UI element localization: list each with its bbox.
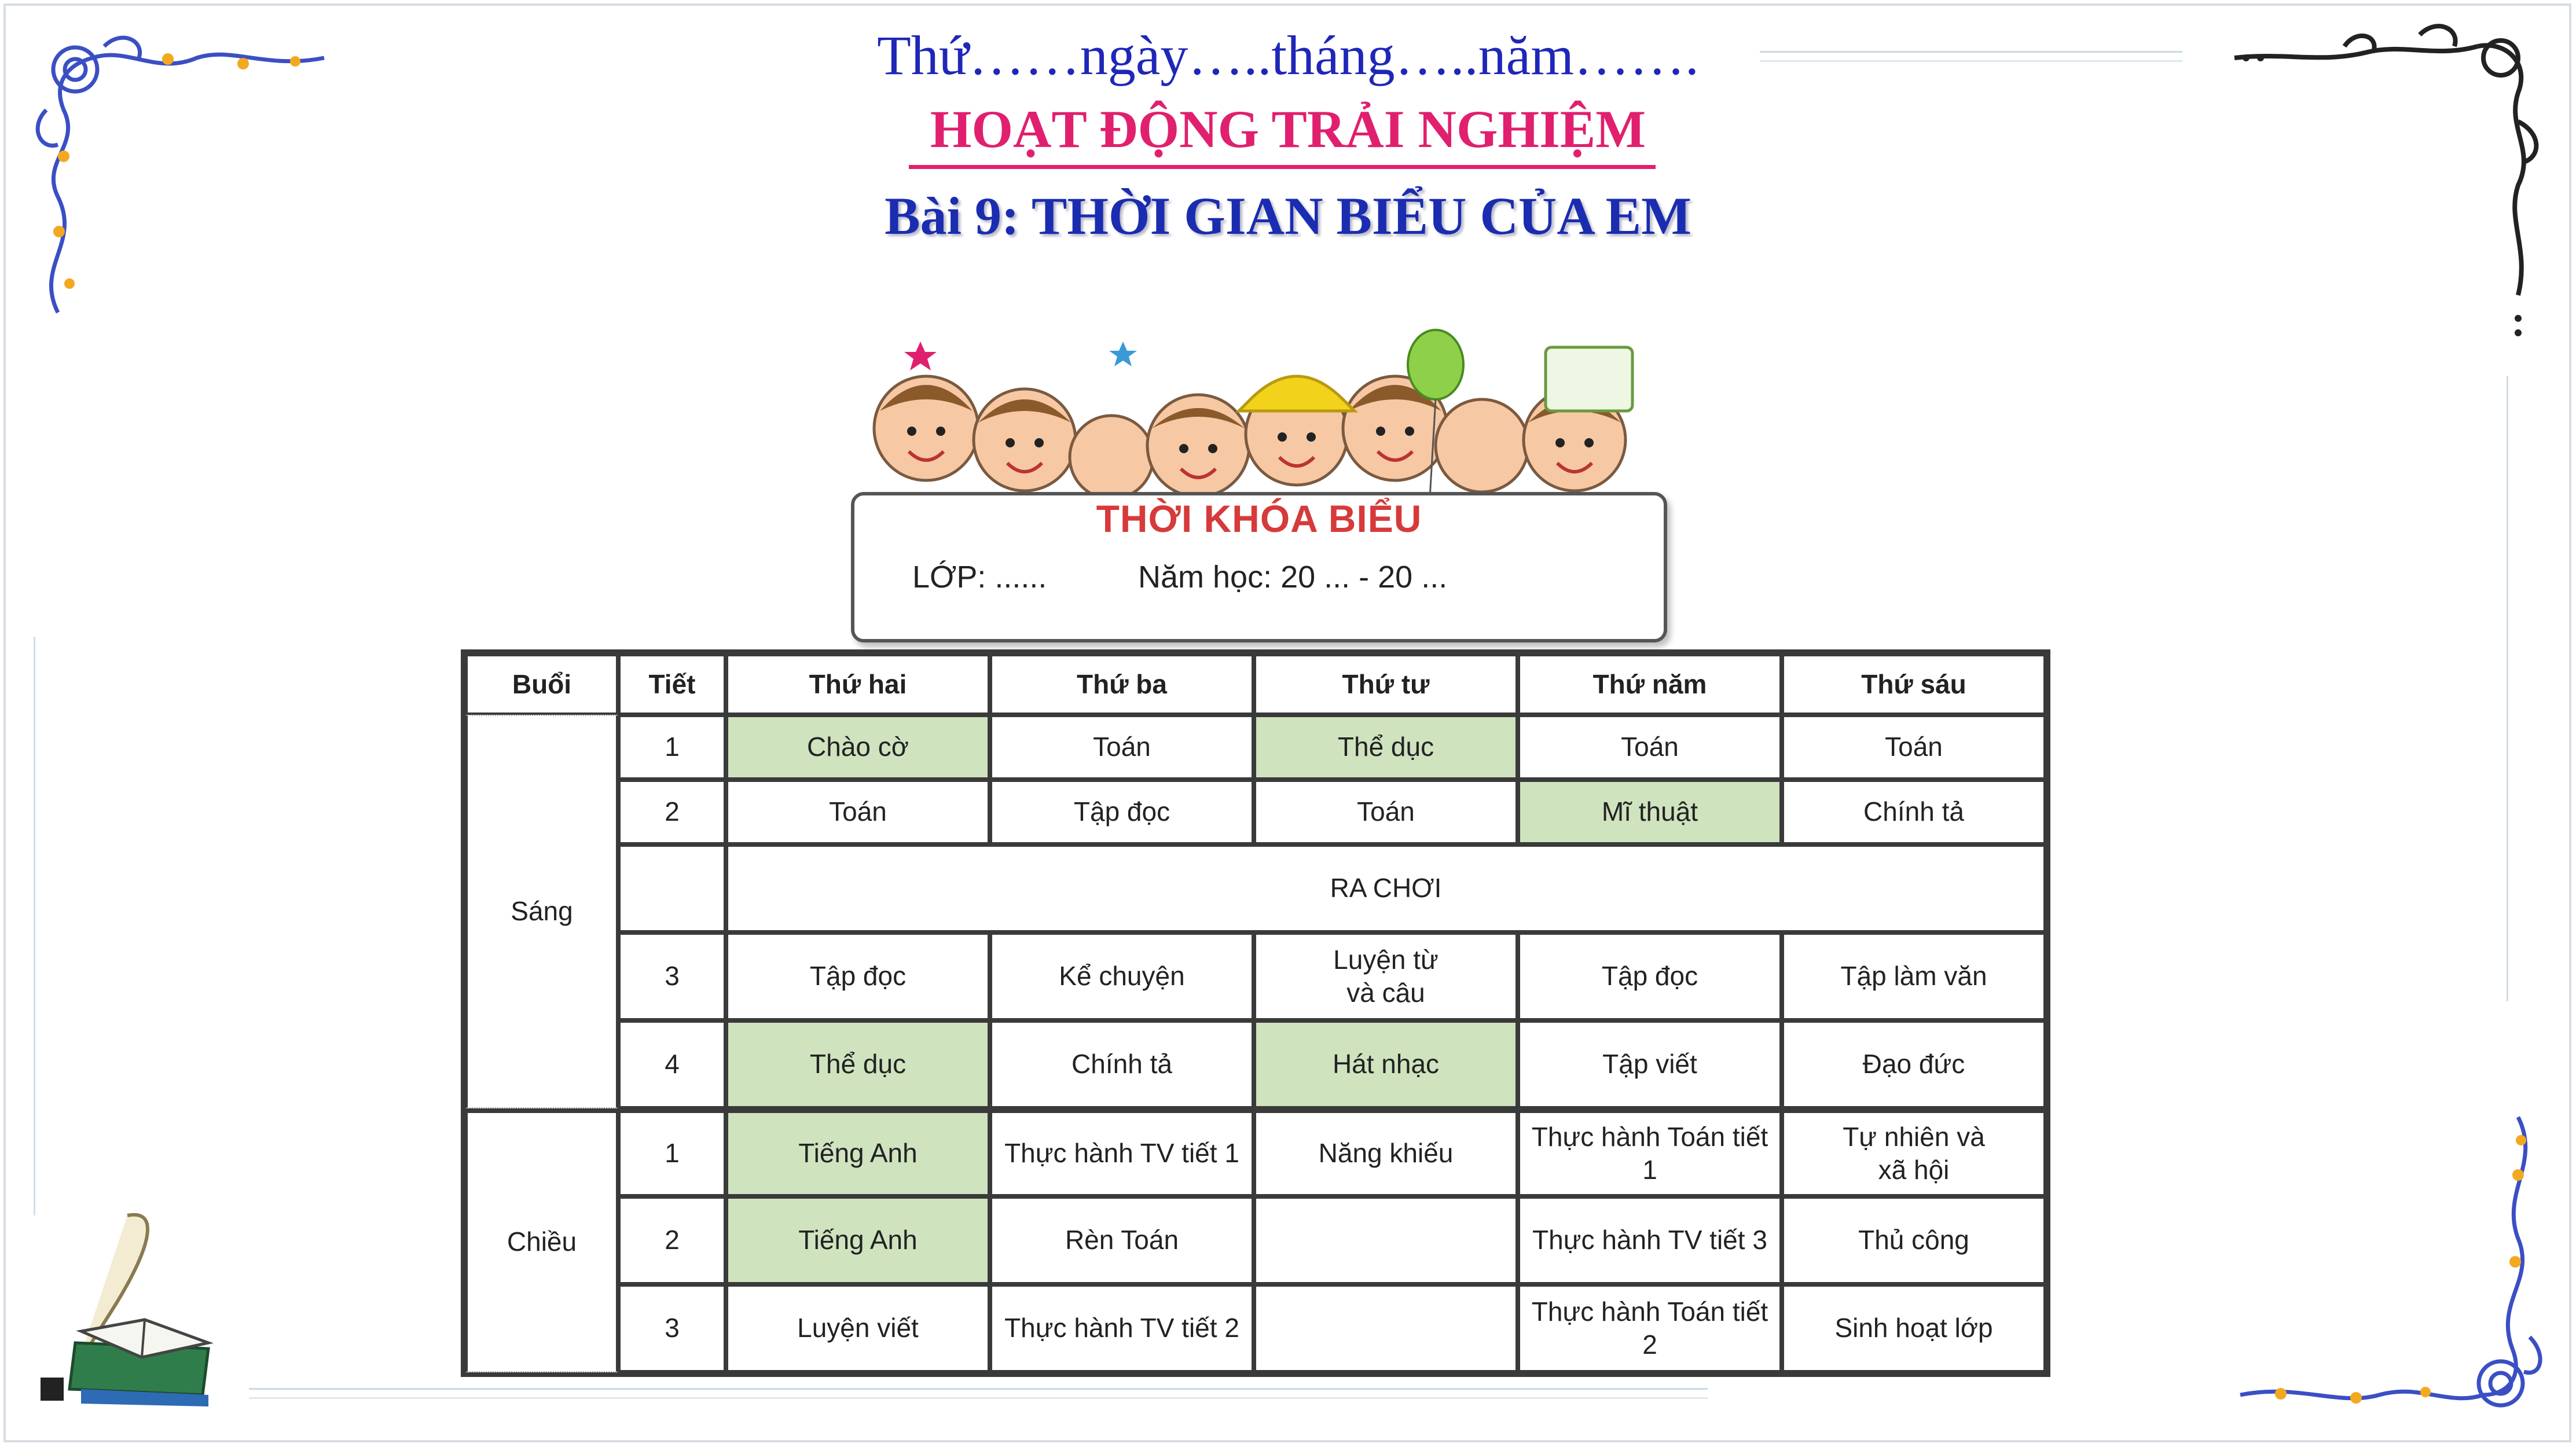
left-vertical-rule	[34, 637, 35, 1215]
school-year-label: Năm học: 20 ... - 20 ...	[1138, 560, 1448, 594]
date-line: Thứ……ngày…..tháng…..năm…….	[877, 24, 1699, 86]
timetable-title: THỜI KHÓA BIỂU	[1096, 497, 1422, 540]
subject-cell: Toán	[1518, 715, 1782, 780]
subject-cell: Mĩ thuật	[1518, 780, 1782, 844]
subject-cell: Sinh hoạt lớp	[1782, 1284, 2046, 1372]
subject-cell: Chính tả	[990, 1020, 1254, 1108]
class-label: LỚP: ......	[912, 560, 1047, 594]
table-row	[465, 1284, 2046, 1372]
timetable	[461, 649, 2050, 1377]
table-row	[465, 1108, 2046, 1196]
header-thu-nam: Thứ năm	[1518, 654, 1782, 715]
subject-cell: Tập làm văn	[1782, 932, 2046, 1020]
subject-cell: Thể dục	[726, 1020, 990, 1108]
subject-cell: Luyện viết	[726, 1284, 990, 1372]
subject-cell: Thực hành TV tiết 1	[990, 1108, 1254, 1196]
header-thu-ba: Thứ ba	[990, 654, 1254, 715]
subject-cell: Thực hành Toán tiết 1	[1518, 1108, 1782, 1196]
header-thu-hai: Thứ hai	[726, 654, 990, 715]
lesson-title: Bài 9: THỜI GIAN BIỂU CỦA EM	[885, 186, 1691, 245]
subject-cell: Rèn Toán	[990, 1196, 1254, 1284]
table-header-row	[465, 654, 2046, 715]
subject-cell: Kể chuyện	[990, 932, 1254, 1020]
subject-cell: Đạo đức	[1782, 1020, 2046, 1108]
session-afternoon: Chiều	[465, 1108, 618, 1372]
subject-cell: Thực hành TV tiết 3	[1518, 1196, 1782, 1284]
header-tiet: Tiết	[618, 654, 726, 715]
subject-cell: Tiếng Anh	[726, 1196, 990, 1284]
period-cell: 4	[618, 1020, 726, 1108]
subject-cell: Thể dục	[1254, 715, 1518, 780]
subject-cell: Tập đọc	[990, 780, 1254, 844]
title-underline	[909, 165, 1656, 169]
subject-cell: Hát nhạc	[1254, 1020, 1518, 1108]
table-row	[465, 932, 2046, 1020]
break-cell: RA CHƠI	[726, 844, 2046, 932]
corner-ornament-bottom-right	[2229, 1106, 2553, 1430]
period-cell-empty	[618, 844, 726, 932]
period-cell: 2	[618, 1196, 726, 1284]
period-cell: 3	[618, 932, 726, 1020]
subject-cell: Chính tả	[1782, 780, 2046, 844]
subject-cell: Tập viết	[1518, 1020, 1782, 1108]
bottom-rule-2	[249, 1397, 1708, 1399]
table-row	[465, 1196, 2046, 1284]
subject-cell: Chào cờ	[726, 715, 990, 780]
subject-cell: Thực hành Toán tiết 2	[1518, 1284, 1782, 1372]
table-row-break	[465, 844, 2046, 932]
header-buoi: Buổi	[465, 654, 618, 715]
subject-cell: Toán	[726, 780, 990, 844]
header-thu-sau: Thứ sáu	[1782, 654, 2046, 715]
subject-cell	[1254, 1284, 1518, 1372]
subject-cell: Thực hành TV tiết 2	[990, 1284, 1254, 1372]
period-cell: 1	[618, 1108, 726, 1196]
subject-cell: Tự nhiên và xã hội	[1782, 1108, 2046, 1196]
header-thu-tu: Thứ tư	[1254, 654, 1518, 715]
period-cell: 2	[618, 780, 726, 844]
subject-cell: Thủ công	[1782, 1196, 2046, 1284]
subject-cell: Tập đọc	[1518, 932, 1782, 1020]
subject-cell	[1254, 1196, 1518, 1284]
book-and-quill-icon	[17, 1204, 226, 1424]
subject-cell: Toán	[1254, 780, 1518, 844]
right-vertical-rule	[2507, 376, 2508, 1001]
table-row	[465, 780, 2046, 844]
bottom-rule	[249, 1388, 1708, 1390]
table-row	[465, 1020, 2046, 1108]
period-cell: 1	[618, 715, 726, 780]
subject-cell: Toán	[1782, 715, 2046, 780]
subject-cell: Tập đọc	[726, 932, 990, 1020]
subject-cell: Tiếng Anh	[726, 1108, 990, 1196]
activity-title: HOẠT ĐỘNG TRẢI NGHIỆM	[930, 100, 1646, 159]
table-row	[465, 715, 2046, 780]
timetable-card	[851, 492, 1667, 642]
subject-cell: Năng khiếu	[1254, 1108, 1518, 1196]
subject-cell: Luyện từ và câu	[1254, 932, 1518, 1020]
subject-cell: Toán	[990, 715, 1254, 780]
period-cell: 3	[618, 1284, 726, 1372]
session-morning: Sáng	[465, 715, 618, 1108]
